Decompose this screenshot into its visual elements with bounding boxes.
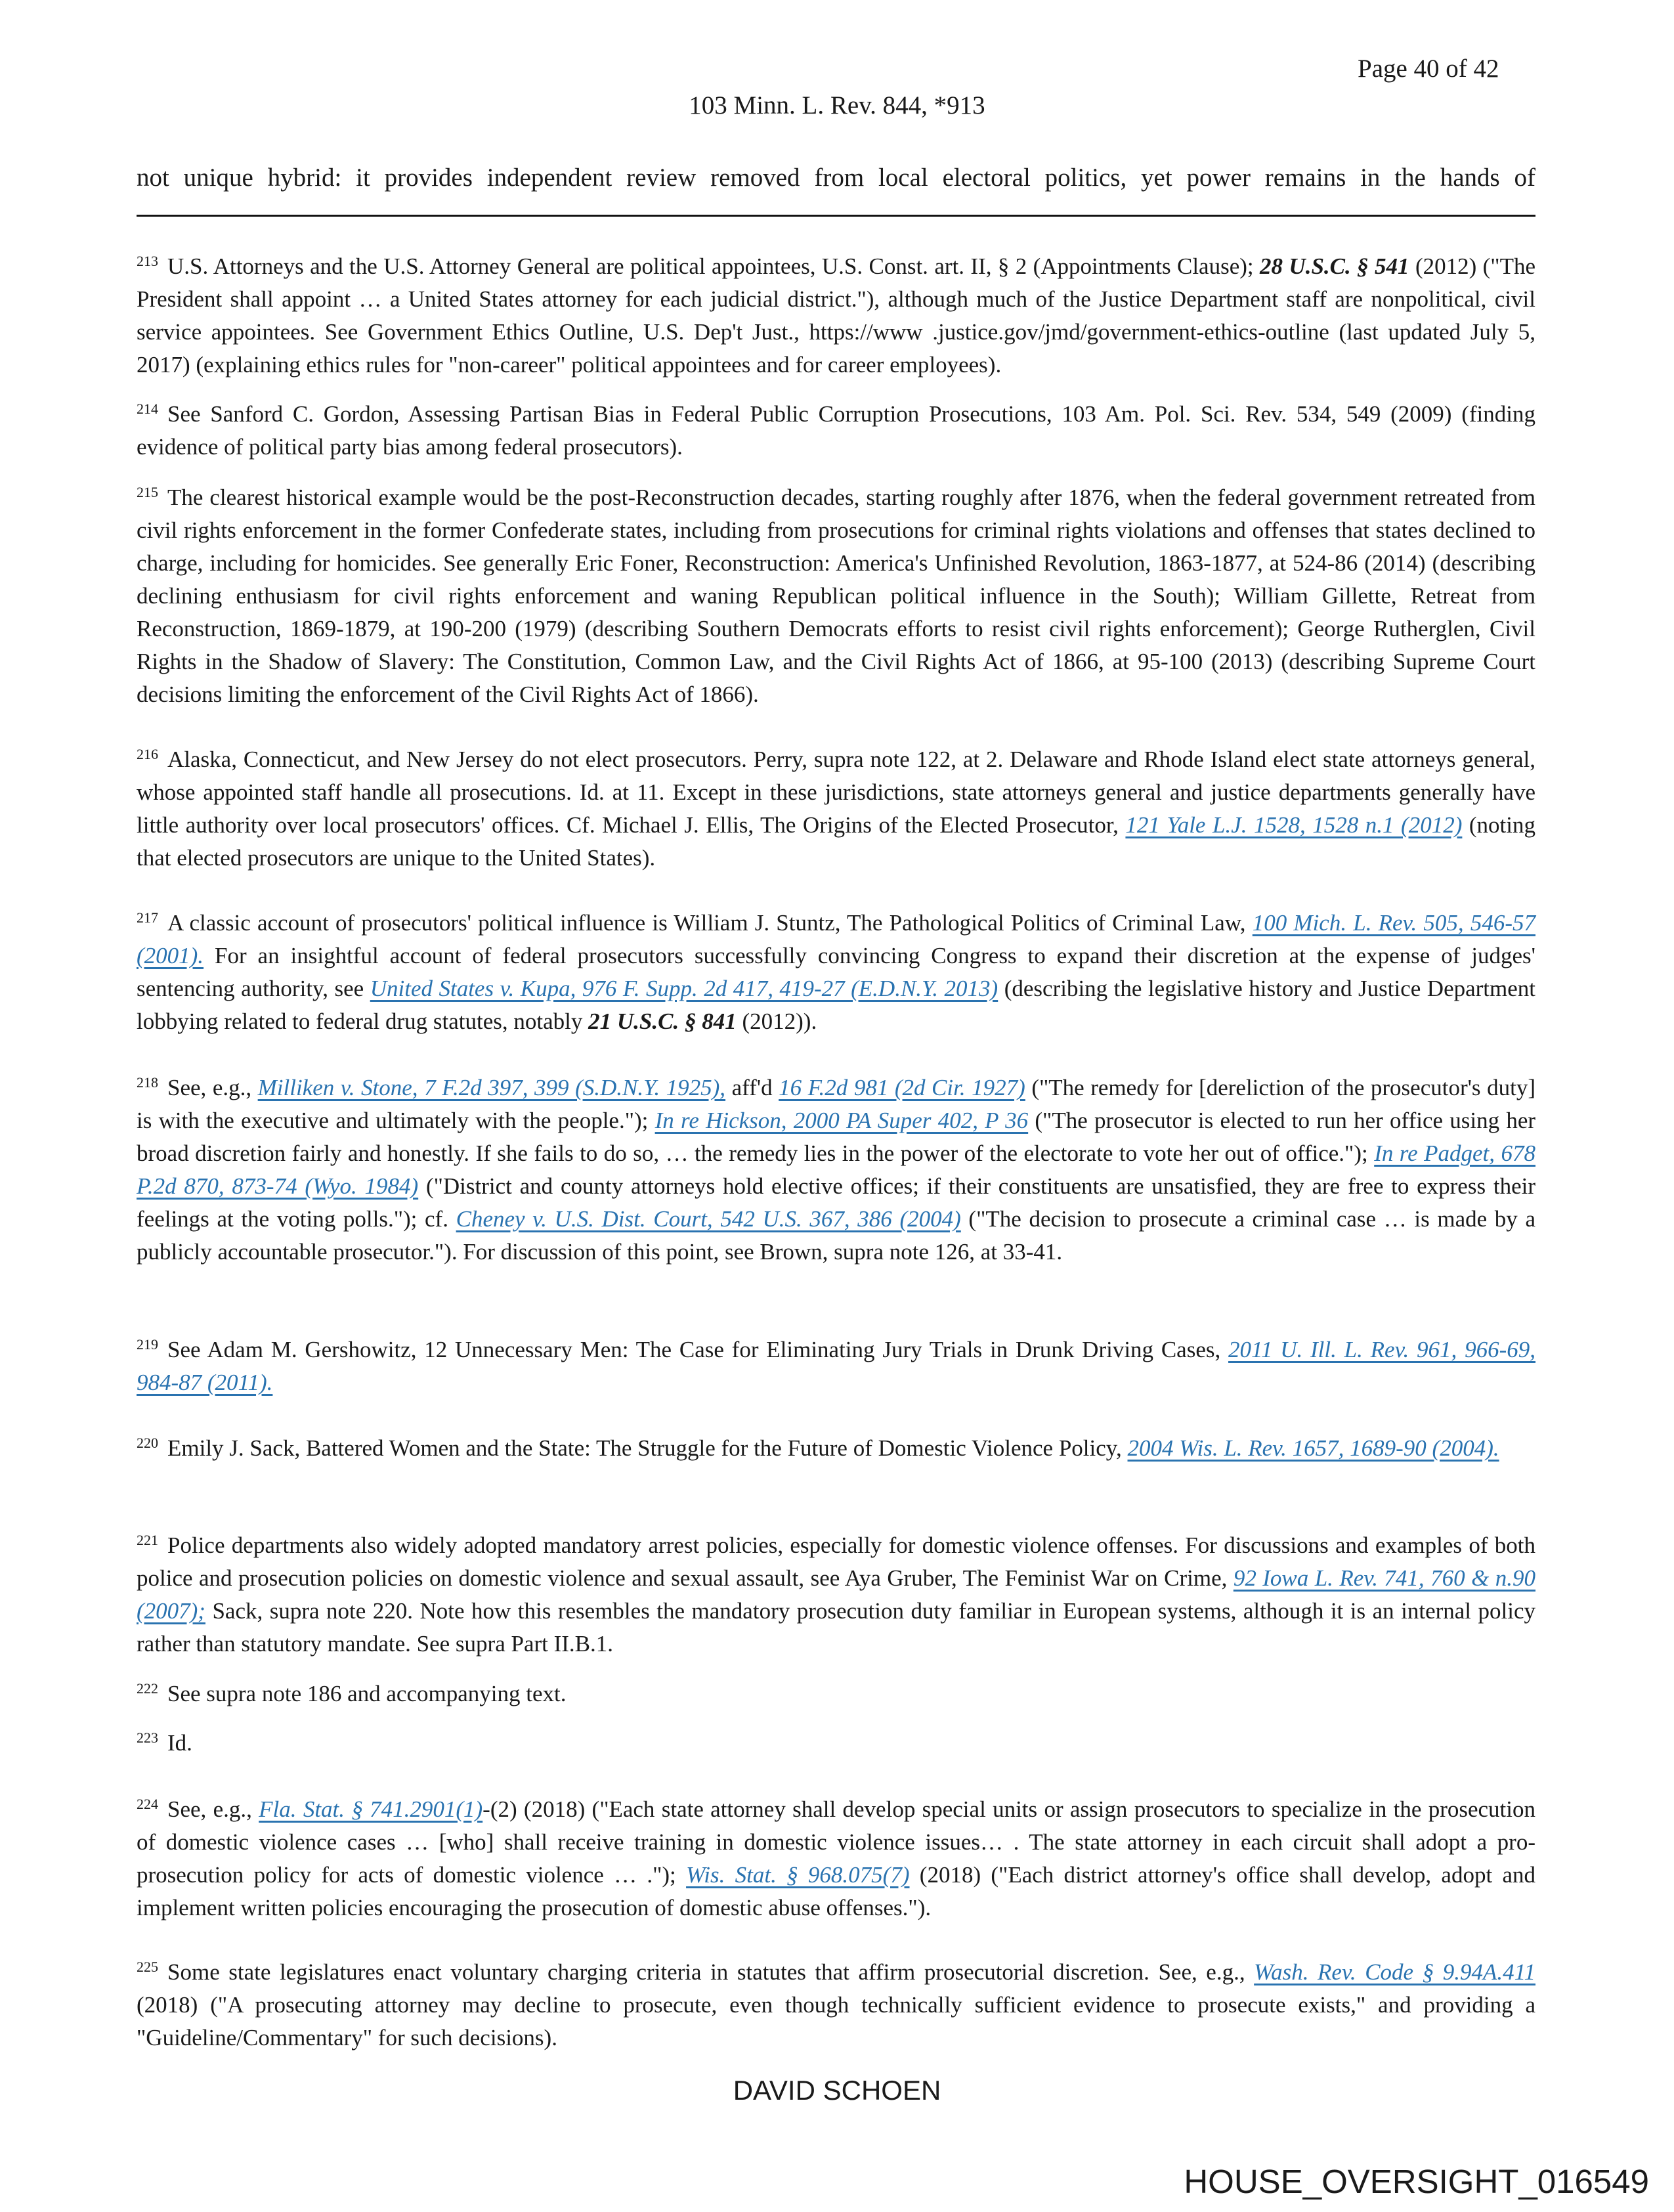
footnote-text: Id.	[167, 1730, 192, 1756]
citation-link[interactable]: United States v. Kupa, 976 F. Supp. 2d 417, 419-27 (E.D.N.Y. 2013)	[370, 976, 998, 1001]
citation-link[interactable]: In re Hickson, 2000 PA Super 402, P 36	[655, 1108, 1029, 1133]
footnote-220	[137, 1432, 1535, 1465]
citation-link[interactable]: 92 Iowa L. Rev. 741, 760 & n.90 (2007);	[137, 1565, 1535, 1624]
footnote-number: 224	[137, 1796, 158, 1812]
citation-link[interactable]: 100 Mich. L. Rev. 505, 546-57 (2001).	[137, 910, 1535, 968]
citation-link[interactable]: Milliken v. Stone, 7 F.2d 397, 399 (S.D.N.Y. 1925),	[257, 1075, 726, 1100]
footnote-number: 217	[137, 909, 158, 926]
footnote-text: See Adam M. Gershowitz, 12 Unnecessary Men: The Case for Eliminating Jury Trials in Drunk Driving Cases,	[167, 1337, 1229, 1362]
footnote-number: 214	[137, 401, 158, 417]
footnote-number: 220	[137, 1435, 158, 1451]
footnote-text: The clearest historical example would be the post-Reconstruction decades, starting roughly after 1876, when the federal government retreated from civil rights enforcement in the former Confederate states, including from prosecutions for criminal rights violations and offenses that states declined to charge, including for homicides. See generally Eric Foner, Reconstruction: America's Unfinished Revolution, 1863-1877, at 524-86 (2014) (describing declining enthusiasm for civil rights enforcement and waning Republican political influence in the South); William Gillette, Retreat from Reconstruction, 1869-1879, at 190-200 (1979) (describing Southern Democrats efforts to resist civil rights enforcement); George Rutherglen, Civil Rights in the Shadow of Slavery: The Constitution, Common Law, and the Civil Rights Act of 1866, at 95-100 (2013) (describing Supreme Court decisions limiting the enforcement of the Civil Rights Act of 1866).	[137, 485, 1535, 707]
footnote-number: 219	[137, 1336, 158, 1353]
footnote-text: (2012)).	[736, 1008, 817, 1034]
citation-link[interactable]: Fla. Stat. § 741.2901(1)	[259, 1796, 483, 1822]
citation-link[interactable]: Wash. Rev. Code § 9.94A.411	[1254, 1959, 1535, 1985]
footnote-213	[137, 250, 1535, 381]
footnote-214	[137, 398, 1535, 464]
footnote-219	[137, 1334, 1535, 1399]
footnote-number: 221	[137, 1532, 158, 1548]
footnote-text: See supra note 186 and accompanying text.	[167, 1681, 567, 1706]
footnote-text: Police departments also widely adopted mandatory arrest policies, especially for domestic violence offenses. For discussions and examples of both police and prosecution policies on domestic violence and sexual assault, see Aya Gruber, The Feminist War on Crime,	[137, 1532, 1535, 1591]
footnote-text: U.S. Attorneys and the U.S. Attorney General are political appointees, U.S. Const. art. II, § 2 (Appointments Clause);	[167, 253, 1260, 279]
footnote-text: aff'd	[725, 1075, 779, 1100]
citation-link[interactable]: In re Padget, 678 P.2d 870, 873-74 (Wyo. 1984)	[137, 1140, 1535, 1199]
footnote-text: Alaska, Connecticut, and New Jersey do not elect prosecutors. Perry, supra note 122, at 2. Delaware and Rhode Island elect state attorneys general, whose appointed staff handle all prosecutions. Id. at 11. Except in these jurisdictions, state attorneys general and justice departments generally have little authority over local prosecutors' offices. Cf. Michael J. Ellis, The Origins of the Elected Prosecutor,	[137, 747, 1535, 838]
footer-author: DAVID SCHOEN	[733, 2075, 941, 2106]
citation-link[interactable]: 16 F.2d 981 (2d Cir. 1927)	[779, 1075, 1025, 1100]
footnote-number: 215	[137, 484, 158, 500]
footnote-text: ("District and county attorneys hold elective offices; if their constituents are unsatisfied, they are free to express their feelings at the voting polls."); cf.	[137, 1173, 1535, 1232]
citation-link[interactable]: 2004 Wis. L. Rev. 1657, 1689-90 (2004).	[1127, 1435, 1499, 1461]
footnote-number: 216	[137, 746, 158, 762]
footnote-text: (2012) ("The President shall appoint … a United States attorney for each judicial district."), although much of the Justice Department staff are nonpolitical, civil service appointees. See Government Ethics Outline, U.S. Dep't Just., https://www .justice.gov/jmd/government-ethics-outline (last updated July 5, 2017) (explaining ethics rules for "non-career" political appointees and for career employees).	[137, 253, 1535, 378]
footnote-number: 218	[137, 1074, 158, 1091]
statute-citation: 28 U.S.C. § 541	[1260, 253, 1409, 279]
footnote-text: ("The decision to prosecute a criminal case … is made by a publicly accountable prosecutor."). For discussion of this point, see Brown, supra note 126, at 33-41.	[137, 1206, 1535, 1265]
footnote-text: (2018) ("A prosecuting attorney may decline to prosecute, even though technically sufficient evidence to prosecute exists," and providing a "Guideline/Commentary" for such decisions).	[137, 1992, 1535, 2050]
footnote-number: 222	[137, 1680, 158, 1697]
footnote-216	[137, 743, 1535, 875]
footnote-217	[137, 907, 1535, 1038]
footnote-221	[137, 1529, 1535, 1660]
footnote-223	[137, 1727, 1535, 1760]
footnote-text: -(2) (2018) ("Each state attorney shall develop special units or assign prosecutors to specialize in the prosecution of domestic violence cases … [who] shall receive training in domestic violence issues… . The state attorney in each circuit shall adopt a pro-prosecution policy for acts of domestic violence … .");	[137, 1796, 1535, 1888]
footnote-text: Sack, supra note 220. Note how this resembles the mandatory prosecution duty familiar in European systems, although it is an internal policy rather than statutory mandate. See supra Part II.B.1.	[137, 1598, 1535, 1657]
bates-number: HOUSE_OVERSIGHT_016549	[1184, 2163, 1649, 2200]
footnote-text: See, e.g.,	[167, 1796, 259, 1822]
footnote-text: (describing the legislative history and Justice Department lobbying related to federal drug statutes, notably	[137, 976, 1536, 1034]
footnote-divider	[137, 215, 1535, 217]
citation-link[interactable]: Cheney v. U.S. Dist. Court, 542 U.S. 367, 386 (2004)	[456, 1206, 961, 1232]
citation-link[interactable]: 2011 U. Ill. L. Rev. 961, 966-69, 984-87 (2011).	[137, 1337, 1535, 1395]
footnote-text: See, e.g.,	[167, 1075, 258, 1100]
footnote-text: ("The remedy for [dereliction of the prosecutor's duty] is with the executive and ultimately with the people.");	[137, 1075, 1535, 1133]
citation-link[interactable]: 121 Yale L.J. 1528, 1528 n.1 (2012)	[1125, 812, 1463, 838]
footnote-text: ("The prosecutor is elected to run her office using her broad discretion fairly and honestly. If she fails to do so, … the remedy lies in the power of the electorate to vote her out of office.");	[137, 1108, 1536, 1166]
citation-link[interactable]: Wis. Stat. § 968.075(7)	[686, 1862, 910, 1888]
footnote-text: (noting that elected prosecutors are unique to the United States).	[137, 812, 1535, 871]
footnote-text: A classic account of prosecutors' political influence is William J. Stuntz, The Pathological Politics of Criminal Law,	[167, 910, 1253, 936]
page-number: Page 40 of 42	[1358, 54, 1499, 83]
footnote-225	[137, 1956, 1535, 2054]
footnote-text: (2018) ("Each district attorney's office shall develop, adopt and implement written policies encouraging the prosecution of domestic abuse offenses.").	[137, 1862, 1535, 1920]
footnote-text: For an insightful account of federal prosecutors successfully convincing Congress to expand their discretion at the expense of judges' sentencing authority, see	[137, 943, 1535, 1001]
body-text: not unique hybrid: it provides independent review removed from local electoral politics, yet power remains in the hands of	[137, 163, 1535, 192]
citation-header: 103 Minn. L. Rev. 844, *913	[689, 91, 985, 119]
footnote-text: Emily J. Sack, Battered Women and the State: The Struggle for the Future of Domestic Violence Policy,	[167, 1435, 1128, 1461]
footnote-text: Some state legislatures enact voluntary charging criteria in statutes that affirm prosecutorial discretion. See, e.g.,	[167, 1959, 1255, 1985]
footnote-number: 213	[137, 253, 158, 269]
footnote-218	[137, 1072, 1535, 1269]
statute-citation: 21 U.S.C. § 841	[588, 1008, 737, 1034]
footnote-text: See Sanford C. Gordon, Assessing Partisan Bias in Federal Public Corruption Prosecutions, 103 Am. Pol. Sci. Rev. 534, 549 (2009) (finding evidence of political party bias among federal prosecutors).	[137, 401, 1535, 460]
footnote-number: 225	[137, 1959, 158, 1975]
footnote-215	[137, 481, 1535, 711]
footnote-222	[137, 1678, 1535, 1710]
footnote-number: 223	[137, 1729, 158, 1746]
footnote-224	[137, 1793, 1535, 1924]
